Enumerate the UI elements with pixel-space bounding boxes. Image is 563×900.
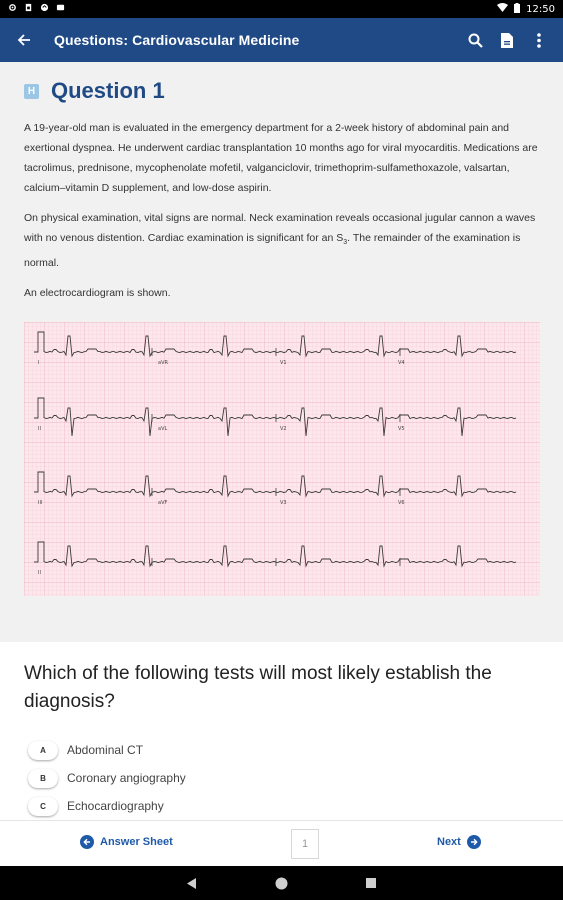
ecg-lead-label: V4 [398, 360, 405, 366]
status-bar [0, 0, 563, 18]
ecg-lead-label: II [38, 570, 41, 576]
question-header [24, 78, 165, 104]
search-button[interactable] [459, 18, 491, 62]
back-arrow-icon [17, 33, 31, 47]
stem-paragraph-1: A 19-year-old man is evaluated in the emergency department for a 2-week history of abdominal pain and exertional dyspnea. He underwent cardiac transplantation 10 months ago for viral myocarditis. Medications are tacrolimus, prednisone, mycophenolate mofetil, valganciclovir, trimethoprim-sulfamethoxazole, valsartan, calcium–vitamin D supplement, and low-dose aspirin. [24, 122, 538, 194]
question-badge: H [24, 84, 39, 99]
back-button[interactable] [0, 18, 48, 62]
ecg-lead-label: III [38, 500, 43, 506]
ecg-lead-label: II [38, 426, 41, 432]
settings-icon [8, 3, 17, 15]
system-navigation-bar [0, 866, 563, 900]
wifi-icon [497, 3, 508, 15]
stem-paragraph-2-text: On physical examination, vital signs are normal. Neck examination reveals occasional jugular cannon a waves with no venous distention. Cardiac examination is significant for an S [24, 212, 536, 244]
stem-paragraph-3: An electrocardiogram is shown. [24, 287, 171, 300]
document-icon [501, 33, 513, 48]
sim-card-icon [24, 3, 33, 15]
answer-sheet-button[interactable] [80, 835, 173, 849]
bottom-navigation [0, 820, 563, 866]
ecg-lead-label: V1 [280, 360, 287, 366]
answer-options [28, 736, 186, 820]
stem-paragraph-2 [24, 208, 544, 273]
next-button[interactable] [437, 835, 481, 849]
s3-subscript: 3 [343, 239, 348, 247]
clock-time: 12:50 [526, 3, 555, 15]
document-button[interactable] [491, 18, 523, 62]
answer-sheet-label: Answer Sheet [100, 836, 173, 848]
option-a[interactable] [28, 736, 186, 764]
more-button[interactable] [523, 18, 555, 62]
ecg-lead-label: aVL [158, 426, 168, 432]
ecg-lead-label: V2 [280, 426, 287, 432]
app-title: Questions: Cardiovascular Medicine [54, 32, 300, 48]
recents-square-icon[interactable] [366, 878, 376, 888]
ecg-image [24, 322, 540, 596]
option-b[interactable] [28, 764, 186, 792]
option-a-letter[interactable]: A [28, 741, 58, 760]
question-content [0, 62, 563, 642]
ecg-lead-label: V6 [398, 500, 405, 506]
back-triangle-icon[interactable] [187, 878, 197, 889]
app-bar [0, 18, 563, 62]
status-icon [56, 3, 65, 15]
option-c[interactable] [28, 792, 186, 820]
question-title: Question 1 [51, 78, 165, 103]
search-icon [468, 33, 483, 48]
option-c-text[interactable]: Echocardiography [67, 799, 164, 813]
home-circle-icon[interactable] [275, 877, 288, 890]
option-b-text[interactable]: Coronary angiography [67, 771, 186, 785]
question-stem [24, 118, 544, 313]
stem-paragraph-2-end: . The remainder of the examination is normal. [24, 232, 521, 270]
option-a-text[interactable]: Abdominal CT [67, 743, 144, 757]
ecg-lead-label: V5 [398, 426, 405, 432]
ecg-lead-label: aVR [158, 360, 168, 366]
next-label: Next [437, 836, 461, 848]
arrow-left-circle-icon [80, 835, 94, 849]
question-prompt: Which of the following tests will most likely establish the diagnosis? [24, 663, 492, 712]
ecg-lead-label: aVF [158, 500, 168, 506]
battery-icon [514, 3, 520, 16]
ecg-lead-label: V3 [280, 500, 287, 506]
option-b-letter[interactable]: B [28, 769, 58, 788]
arrow-right-circle-icon [467, 835, 481, 849]
option-c-letter[interactable]: C [28, 797, 58, 816]
page-number-box[interactable]: 1 [291, 829, 319, 859]
sync-icon [40, 3, 49, 15]
ecg-lead-label: I [38, 360, 40, 366]
more-vert-icon [537, 33, 541, 48]
